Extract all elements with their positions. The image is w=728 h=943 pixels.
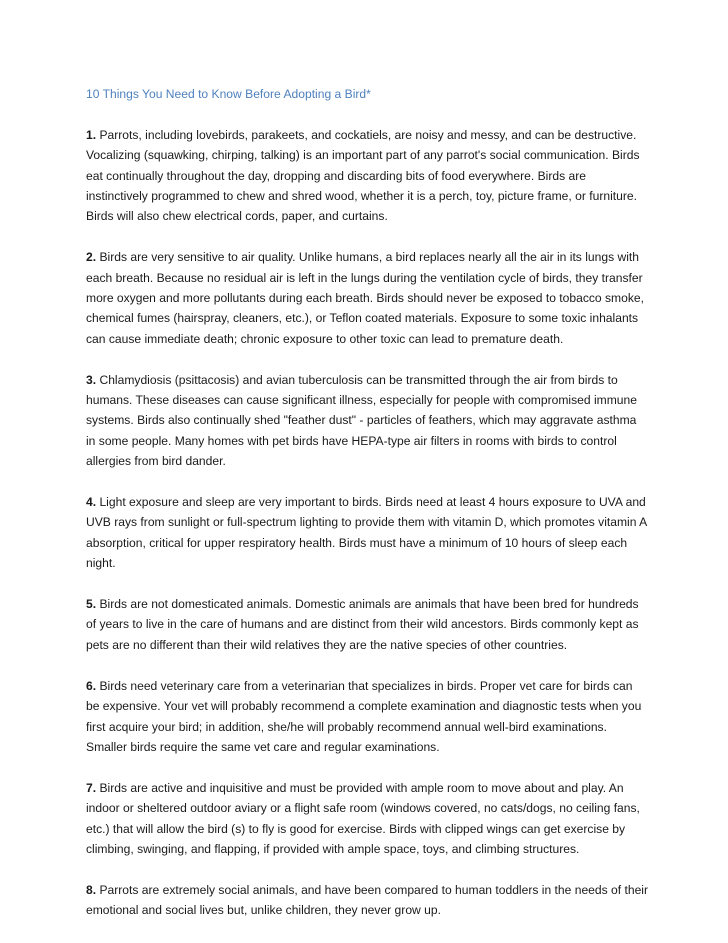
list-item-4: [86, 492, 648, 574]
list-item-6: [86, 676, 648, 758]
item-number: 4.: [86, 495, 97, 510]
item-number: 3.: [86, 372, 97, 387]
item-number: 2.: [86, 250, 97, 265]
document-body: [86, 84, 648, 941]
document-title: 10 Things You Need to Know Before Adopting a Bird*: [86, 87, 371, 101]
item-number: 5.: [86, 597, 97, 612]
item-text: Birds are very sensitive to air quality. Unlike humans, a bird replaces nearly all the air in its lungs with each breath. Because no residual air is left in the lungs during the ventilation cycle of birds, they transfer more oxygen and more pollutants during each breath. Birds should never be exposed to tobacco smoke, chemical fumes (hairspray, cleaners, etc.), or Teflon coated materials. Exposure to some toxic inhalants can cause immediate death; chronic exposure to other toxic can lead to premature death.: [86, 250, 644, 346]
item-text: Birds are active and inquisitive and must be provided with ample room to move about and play. An indoor or sheltered outdoor aviary or a flight safe room (windows covered, no cats/dogs, no ceiling fans, etc.) that will allow the bird (s) to fly is good for exercise. Birds with clipped wings can get exercise by climbing, swinging, and flapping, if provided with ample space, toys, and climbing structures.: [86, 780, 640, 856]
item-text: Light exposure and sleep are very important to birds. Birds need at least 4 hours exposure to UVA and UVB rays from sunlight or full-spectrum lighting to provide them with vitamin D, which promotes vitamin A absorption, critical for upper respiratory health. Birds must have a minimum of 10 hours of sleep each night.: [86, 495, 647, 571]
list-item-7: [86, 778, 648, 860]
item-number: 1.: [86, 127, 97, 142]
list-item-1: [86, 125, 648, 227]
list-item-8: [86, 880, 648, 921]
item-text: Chlamydiosis (psittacosis) and avian tuberculosis can be transmitted through the air from birds to humans. These diseases can cause significant illness, especially for people with compromised immune systems. Birds also continually shed "feather dust" - particles of feathers, which may aggravate asthma in some people. Many homes with pet birds have HEPA-type air filters in rooms with birds to control allergies from bird dander.: [86, 372, 637, 469]
item-text: Birds need veterinary care from a veterinarian that specializes in birds. Proper vet care for birds can be expensive. Your vet will probably recommend a complete examination and diagnostic tests when you first acquire your bird; in addition, she/he will probably recommend annual well-bird examinations. Smaller birds require the same vet care and regular examinations.: [86, 678, 642, 754]
list-item-3: [86, 370, 648, 472]
item-number: 7.: [86, 780, 97, 795]
item-number: 8.: [86, 882, 97, 897]
item-number: 6.: [86, 678, 97, 693]
item-text: Parrots, including lovebirds, parakeets, and cockatiels, are noisy and messy, and can be destructive. Vocalizing (squawking, chirping, talking) is an important part of any parrot's social communication. Birds eat continually throughout the day, dropping and discarding bits of food everywhere. Birds are instinctively programmed to chew and shred wood, whether it is a perch, toy, picture frame, or furniture. Birds will also chew electrical cords, paper, and curtains.: [86, 127, 640, 224]
list-item-5: [86, 594, 648, 655]
list-item-2: [86, 247, 648, 349]
item-text: Birds are not domesticated animals. Domestic animals are animals that have been bred for hundreds of years to live in the care of humans and are distinct from their wild ancestors. Birds commonly kept as pets are no different than their wild relatives they are the native species of other countries.: [86, 597, 639, 652]
item-text: Parrots are extremely social animals, and have been compared to human toddlers in the needs of their emotional and social lives but, unlike children, they never grow up.: [86, 882, 649, 918]
